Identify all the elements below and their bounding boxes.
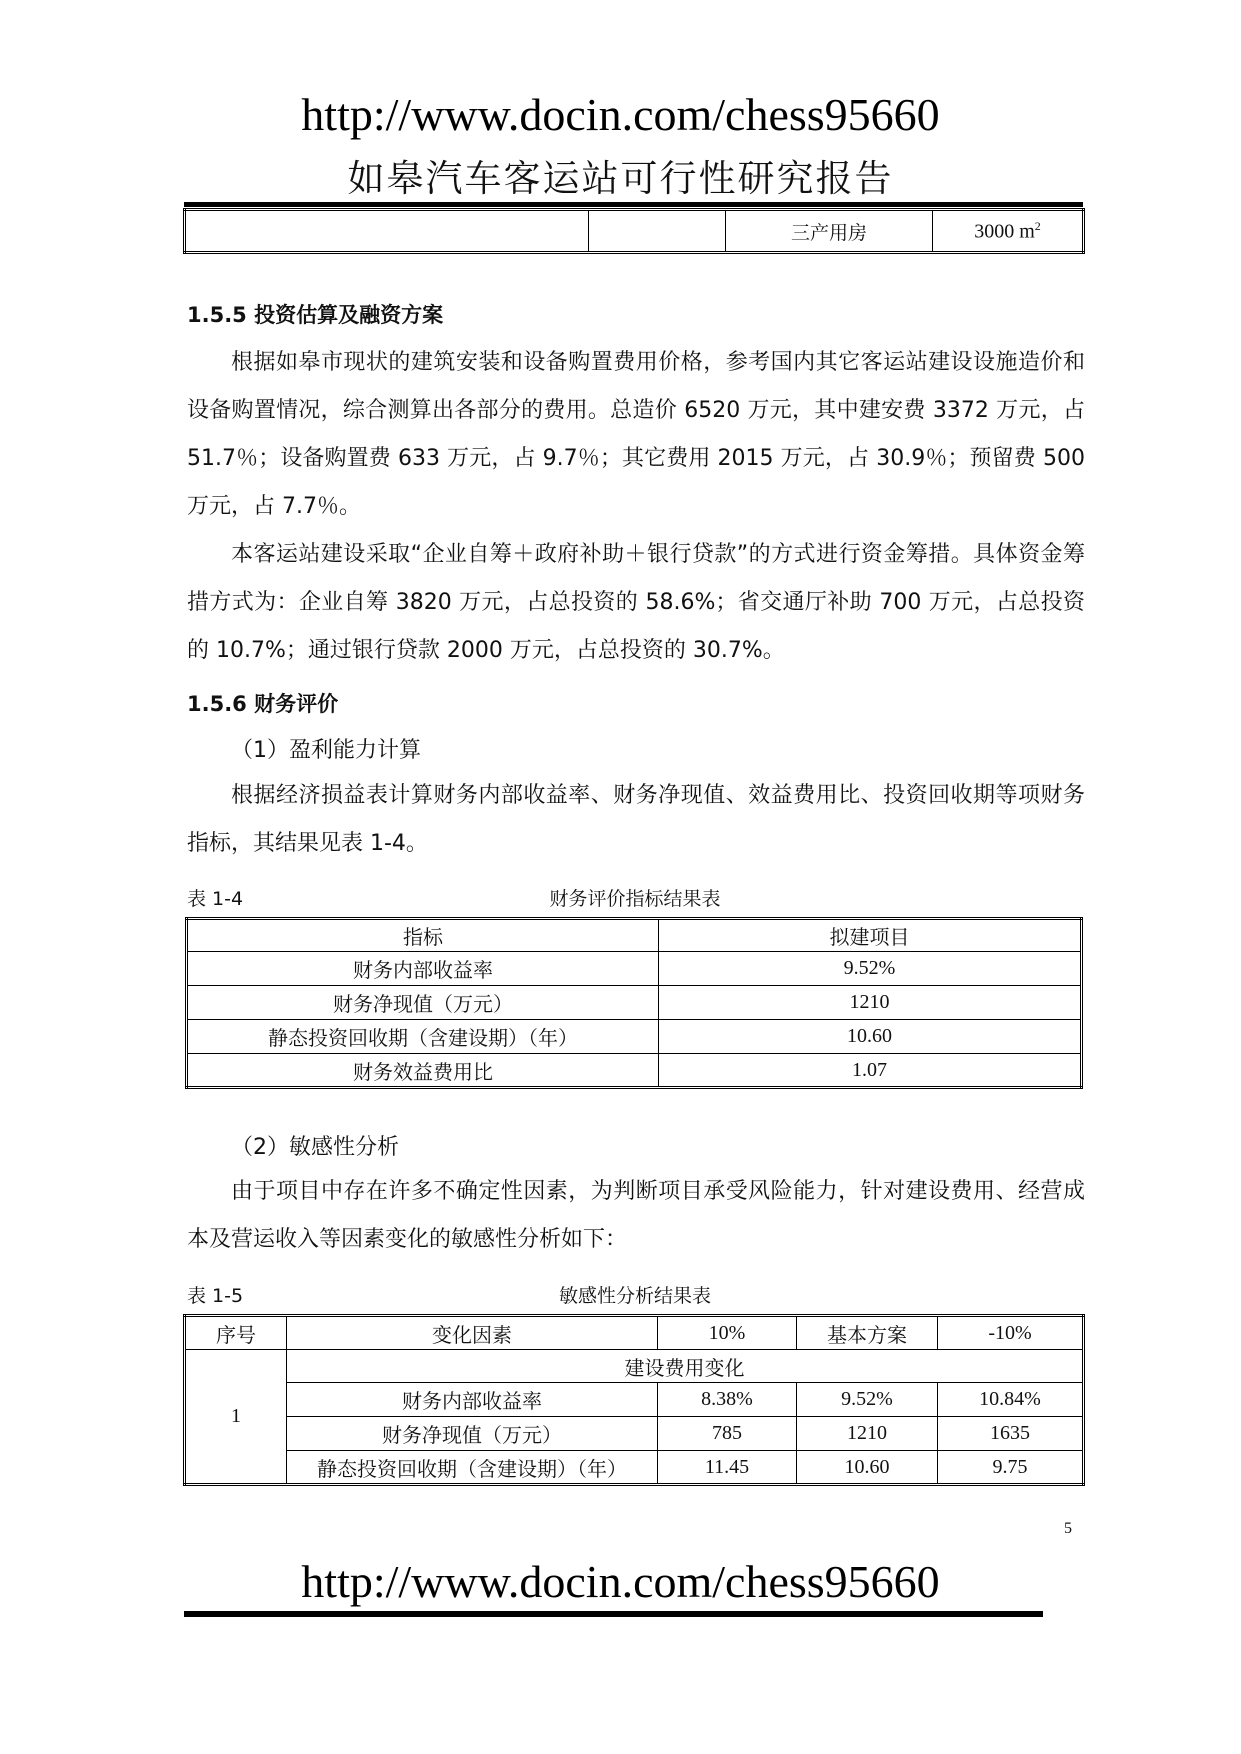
page-number: 5: [1064, 1520, 1072, 1537]
top-table-cell: 三产用房: [726, 210, 933, 253]
table-cell: 1.07: [659, 1054, 1082, 1088]
table-row: [187, 952, 1082, 986]
document-title: 如皋汽车客运站可行性研究报告: [347, 157, 894, 200]
table-cell: 财务内部收益率: [187, 952, 659, 986]
top-table-cell: 3000 $m^2$: [933, 210, 1084, 253]
subheading-profitability: （1）盈利能力计算: [231, 738, 421, 763]
table-header-cell: 指标: [187, 919, 659, 952]
table-cell: 10.60: [659, 1020, 1082, 1054]
table-cell: 1210: [659, 986, 1082, 1020]
table-header-cell: -10%: [938, 1316, 1084, 1350]
table-1-4-number: 表 1-4: [187, 888, 244, 910]
table-row: [185, 1417, 1084, 1451]
table-cell: 9.52%: [797, 1383, 938, 1417]
table-1-5: [183, 1314, 1085, 1486]
group-number-cell: 1: [185, 1350, 287, 1485]
footer-rule: [184, 1611, 1043, 1617]
table-header-cell: 序号: [185, 1316, 287, 1350]
group-title-cell: 建设费用变化: [287, 1350, 1084, 1383]
section-heading-1-5-6: 1.5.6 财务评价: [187, 692, 339, 716]
top-table-cell: [185, 210, 589, 253]
table-header-cell: 10%: [658, 1316, 797, 1350]
table-1-5-number: 表 1-5: [187, 1285, 244, 1307]
paragraph-investment: 根据如皋市现状的建筑安装和设备购置费用价格，参考国内其它客运站建设设施造价和设备购置情况，综合测算出各部分的费用。总造价 6520 万元，其中建安费 3372 万元，占 51.7％；设备购置费 633 万元，占 9.7％；其它费用 2015 万元，占 30.9％；预留费 500 万元，占 7.7％。: [187, 350, 1085, 519]
table-cell: 财务内部收益率: [287, 1383, 658, 1417]
table-cell: 10.60: [797, 1451, 938, 1485]
table-1-5-title: 敏感性分析结果表: [558, 1285, 711, 1307]
table-1-4-title: 财务评价指标结果表: [549, 888, 721, 910]
table-cell: 财务净现值（万元）: [287, 1417, 658, 1451]
footer-url: http://www.docin.com/chess95660: [301, 1556, 940, 1607]
table-cell: 财务效益费用比: [187, 1054, 659, 1088]
header-url: http://www.docin.com/chess95660: [301, 89, 940, 140]
table-cell: 1210: [797, 1417, 938, 1451]
table-row: [185, 1451, 1084, 1485]
section-heading-1-5-5: 1.5.5 投资估算及融资方案: [187, 303, 444, 327]
table-row: [187, 1054, 1082, 1088]
table-cell: 1635: [938, 1417, 1084, 1451]
table-header-cell: 基本方案: [797, 1316, 938, 1350]
top-table-cell: [589, 210, 726, 253]
table-row: [185, 1383, 1084, 1417]
table-cell: 9.75: [938, 1451, 1084, 1485]
table-1-4: [185, 917, 1083, 1089]
table-cell: 11.45: [658, 1451, 797, 1485]
table-cell: 财务净现值（万元）: [187, 986, 659, 1020]
paragraph-financing: 本客运站建设采取“企业自筹＋政府补助＋银行贷款”的方式进行资金筹措。具体资金筹措方式为：企业自筹 3820 万元，占总投资的 58.6%；省交通厅补助 700 万元，占总投资的 10.7%；通过银行贷款 2000 万元，占总投资的 30.7%。: [187, 542, 1085, 663]
table-row: [187, 986, 1082, 1020]
table-cell: 8.38%: [658, 1383, 797, 1417]
header-rule: [184, 202, 1083, 207]
table-header-cell: 变化因素: [287, 1316, 658, 1350]
table-row: [187, 1020, 1082, 1054]
table-cell: 10.84%: [938, 1383, 1084, 1417]
paragraph-profitability: 根据经济损益表计算财务内部收益率、财务净现值、效益费用比、投资回收期等项财务指标，其结果见表 1-4。: [187, 783, 1085, 856]
table-cell: 静态投资回收期（含建设期）（年）: [287, 1451, 658, 1485]
table-cell: 9.52%: [659, 952, 1082, 986]
table-header-cell: 拟建项目: [659, 919, 1082, 952]
table-cell: 静态投资回收期（含建设期）（年）: [187, 1020, 659, 1054]
top-table: [183, 208, 1085, 254]
paragraph-sensitivity: 由于项目中存在许多不确定性因素，为判断项目承受风险能力，针对建设费用、经营成本及营运收入等因素变化的敏感性分析如下：: [187, 1179, 1085, 1252]
table-cell: 785: [658, 1417, 797, 1451]
subheading-sensitivity: （2）敏感性分析: [231, 1135, 399, 1160]
